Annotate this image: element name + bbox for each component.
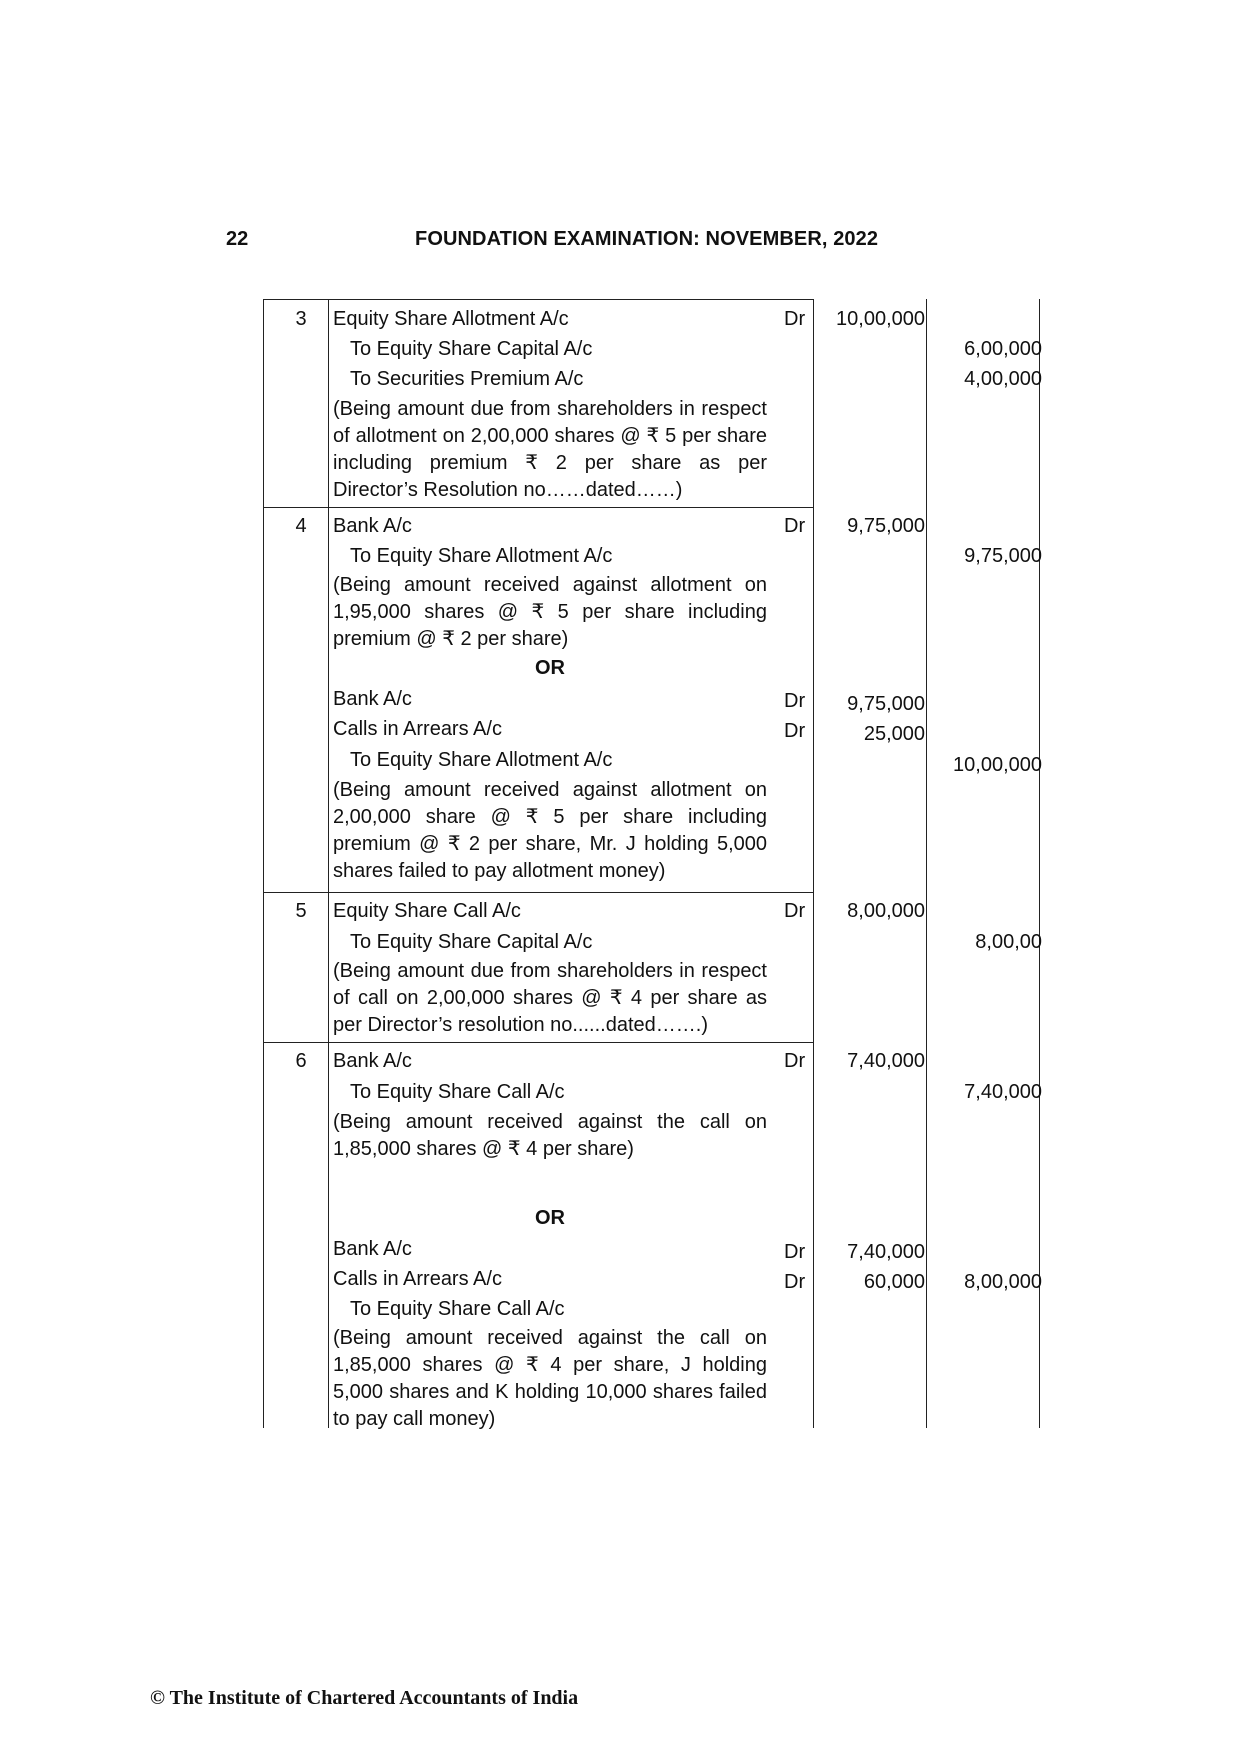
credit-account: To Equity Share Call A/c — [350, 1298, 565, 1320]
credit-amount: 10,00,000 — [953, 754, 1042, 776]
debit-account: Bank A/c — [333, 515, 412, 537]
table-divider-particulars — [328, 299, 329, 1428]
narration: (Being amount due from shareholders in respect of call on 2,00,000 shares @ ₹ 4 per share as per Director’s resolution no......dated…….) — [333, 960, 767, 1036]
entry-number: 3 — [295, 308, 307, 330]
credit-account: To Equity Share Allotment A/c — [350, 749, 613, 771]
debit-account: Equity Share Call A/c — [333, 900, 521, 922]
credit-amount: 8,00,000 — [964, 1271, 1042, 1293]
narration: (Being amount received against allotment on 2,00,000 share @ ₹ 5 per share including premium @ ₹ 2 per share, Mr. J holding 5,000 shares failed to pay allotment money) — [333, 779, 767, 882]
debit-account: Calls in Arrears A/c — [333, 1268, 502, 1290]
credit-account: To Equity Share Call A/c — [350, 1081, 565, 1103]
page-title: FOUNDATION EXAMINATION: NOVEMBER, 2022 — [415, 228, 879, 250]
table-divider-credit — [926, 299, 927, 1428]
table-divider-debit — [813, 299, 814, 1428]
debit-amount: 9,75,000 — [847, 515, 925, 537]
or-label: OR — [535, 657, 565, 679]
dr-label: Dr — [784, 1271, 806, 1293]
debit-amount: 7,40,000 — [847, 1241, 925, 1263]
dr-label: Dr — [784, 1050, 806, 1072]
narration: (Being amount received against allotment on 1,95,000 shares @ ₹ 5 per share including premium @ ₹ 2 per share) — [333, 574, 767, 650]
credit-account: To Equity Share Capital A/c — [350, 338, 593, 360]
row-separator — [263, 892, 813, 893]
row-separator — [263, 1042, 813, 1043]
dr-label: Dr — [784, 308, 806, 330]
debit-account: Bank A/c — [333, 688, 412, 710]
row-separator — [263, 507, 813, 508]
debit-amount: 8,00,000 — [847, 900, 925, 922]
table-border-right — [1039, 299, 1040, 1428]
credit-account: To Equity Share Allotment A/c — [350, 545, 613, 567]
debit-amount: 60,000 — [863, 1271, 925, 1293]
dr-label: Dr — [784, 720, 806, 742]
credit-amount: 7,40,000 — [964, 1081, 1042, 1103]
credit-amount: 9,75,000 — [964, 545, 1042, 567]
entry-number: 5 — [295, 900, 307, 922]
copyright-footer: © The Institute of Chartered Accountants of India — [150, 1687, 579, 1709]
table-border-left — [263, 299, 264, 1428]
debit-amount: 7,40,000 — [847, 1050, 925, 1072]
credit-amount: 6,00,000 — [964, 338, 1042, 360]
narration: (Being amount due from shareholders in respect of allotment on 2,00,000 shares @ ₹ 5 per share including premium ₹ 2 per share as per Director’s Resolution no……dated……) — [333, 398, 767, 501]
or-label: OR — [535, 1207, 565, 1229]
credit-account: To Securities Premium A/c — [350, 368, 584, 390]
debit-account: Calls in Arrears A/c — [333, 718, 502, 740]
credit-amount: 4,00,000 — [964, 368, 1042, 390]
debit-account: Bank A/c — [333, 1238, 412, 1260]
narration: (Being amount received against the call on 1,85,000 shares @ ₹ 4 per share) — [333, 1111, 767, 1160]
debit-amount: 10,00,000 — [836, 308, 925, 330]
narration: (Being amount received against the call on 1,85,000 shares @ ₹ 4 per share, J holding 5,000 shares and K holding 10,000 shares failed to pay call money) — [333, 1327, 767, 1430]
debit-account: Bank A/c — [333, 1050, 412, 1072]
dr-label: Dr — [784, 690, 806, 712]
entry-number: 4 — [295, 515, 307, 537]
debit-amount: 25,000 — [863, 723, 925, 745]
entry-number: 6 — [295, 1050, 307, 1072]
credit-amount: 8,00,00 — [975, 931, 1042, 953]
debit-account: Equity Share Allotment A/c — [333, 308, 569, 330]
dr-label: Dr — [784, 900, 806, 922]
dr-label: Dr — [784, 515, 806, 537]
page-number: 22 — [226, 228, 249, 250]
table-border-top — [263, 299, 813, 300]
debit-amount: 9,75,000 — [847, 693, 925, 715]
credit-account: To Equity Share Capital A/c — [350, 931, 593, 953]
dr-label: Dr — [784, 1241, 806, 1263]
